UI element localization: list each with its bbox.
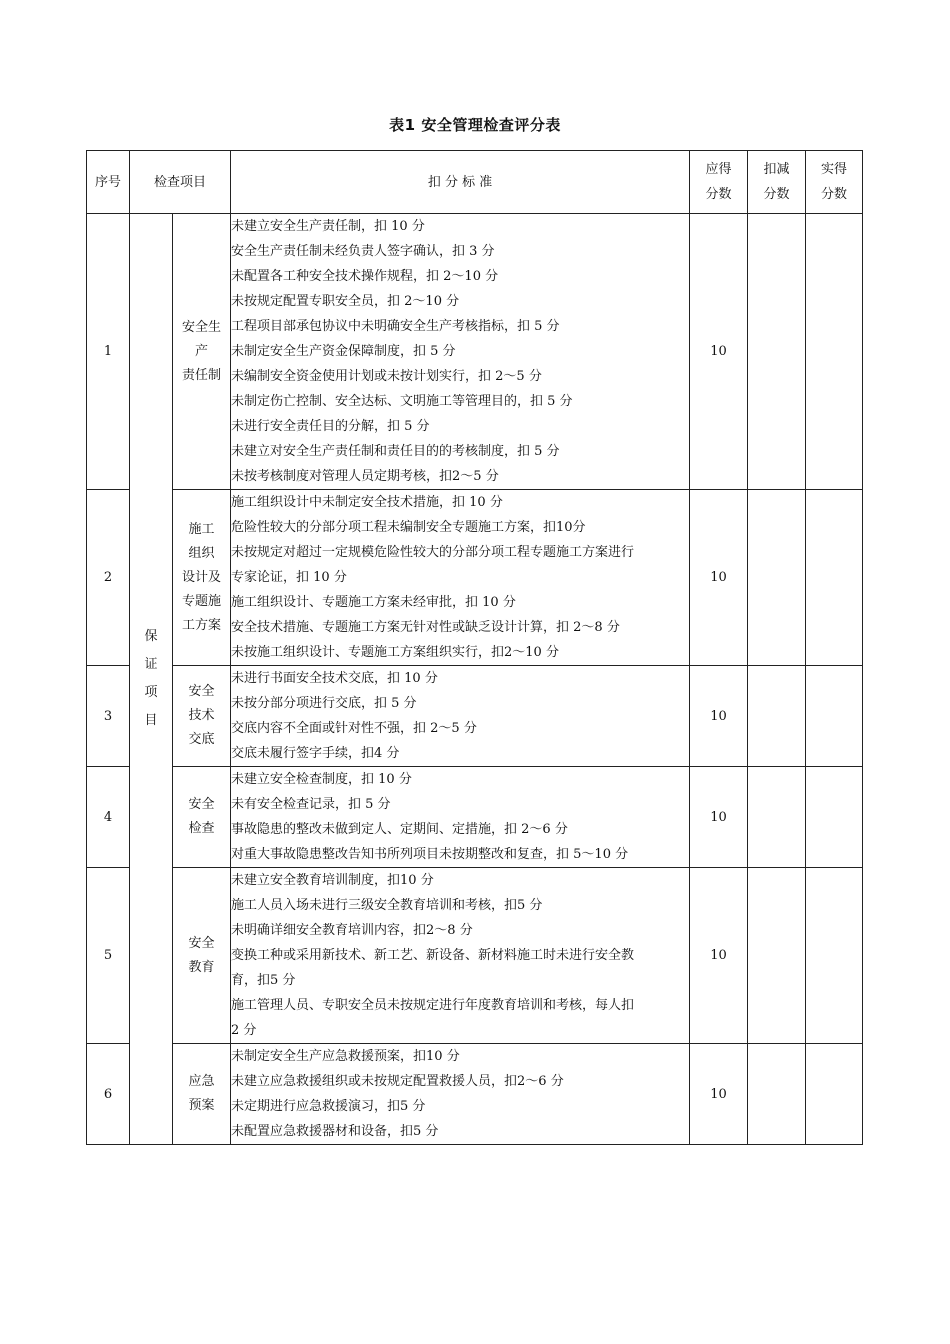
row-criteria: [231, 666, 690, 767]
row-criteria: [231, 490, 690, 666]
row-should-score: 10: [690, 490, 748, 666]
criteria-line: 未配置应急救援器材和设备，扣5 分: [231, 1124, 439, 1139]
item-line: 设计及: [182, 569, 222, 585]
item-line: 工方案: [182, 617, 222, 633]
criteria-line: 交底未履行签字手续，扣4 分: [231, 746, 400, 761]
criteria-line: 危险性较大的分部分项工程未编制安全专题施工方案，扣10分: [231, 520, 586, 535]
item-line: 安全生: [182, 319, 222, 335]
row-actual-score[interactable]: [806, 868, 863, 1044]
header-deduct-line2: 分数: [763, 187, 790, 202]
item-line: 产: [195, 343, 209, 359]
item-line: 检查: [188, 821, 215, 836]
criteria-line: 交底内容不全面或针对性不强，扣 2～5 分: [231, 721, 477, 736]
criteria-line: 未建立安全教育培训制度，扣10 分: [231, 873, 434, 888]
row-should-score: 10: [690, 214, 748, 490]
row-actual-score[interactable]: [806, 214, 863, 490]
row-seq: 5: [87, 868, 130, 1044]
criteria-line: 对重大事故隐患整改告知书所列项目未按期整改和复查，扣 5～10 分: [231, 847, 629, 862]
row-seq: 2: [87, 490, 130, 666]
category-cell: [130, 214, 173, 1145]
table-row: [87, 214, 863, 490]
criteria-line: 未建立对安全生产责任制和责任目的的考核制度，扣 5 分: [231, 444, 560, 459]
item-line: 安全: [188, 797, 215, 812]
table-row: [87, 1044, 863, 1145]
criteria-line: 未建立安全检查制度，扣 10 分: [231, 772, 412, 787]
row-seq: 6: [87, 1044, 130, 1145]
criteria-line: 未有安全检查记录，扣 5 分: [231, 797, 391, 812]
header-seq: 序号: [87, 151, 130, 214]
table-row: [87, 666, 863, 767]
row-item: [173, 666, 231, 767]
row-seq: 3: [87, 666, 130, 767]
category-char: 证: [144, 657, 158, 672]
row-should-score: 10: [690, 666, 748, 767]
row-item: [173, 490, 231, 666]
criteria-line: 未制定安全生产资金保障制度，扣 5 分: [231, 344, 456, 359]
row-should-score: 10: [690, 868, 748, 1044]
item-line: 安全: [188, 684, 215, 699]
criteria-line: 2 分: [231, 1023, 257, 1038]
row-item: [173, 1044, 231, 1145]
header-should-score: [690, 151, 748, 214]
row-criteria: [231, 868, 690, 1044]
header-actual-score: [806, 151, 863, 214]
criteria-line: 未制定伤亡控制、安全达标、文明施工等管理目的，扣 5 分: [231, 394, 573, 409]
header-deduct-line1: 扣减: [763, 162, 790, 177]
criteria-line: 未定期进行应急救援演习，扣5 分: [231, 1099, 426, 1114]
criteria-line: 未按规定对超过一定规模危险性较大的分部分项工程专题施工方案进行: [231, 545, 635, 560]
criteria-line: 施工管理人员、专职安全员未按规定进行年度教育培训和考核，每人扣: [231, 998, 635, 1013]
criteria-line: 未进行书面安全技术交底，扣 10 分: [231, 671, 438, 686]
item-line: 责任制: [182, 367, 222, 383]
criteria-line: 未明确详细安全教育培训内容，扣2～8 分: [231, 923, 473, 938]
criteria-line: 事故隐患的整改未做到定人、定期间、定措施，扣 2～6 分: [231, 822, 568, 837]
row-deduct-score[interactable]: [748, 490, 806, 666]
header-should-line1: 应得: [705, 162, 732, 177]
item-line: 应急: [188, 1074, 215, 1089]
criteria-line: 未按规定配置专职安全员，扣 2～10 分: [231, 294, 460, 309]
criteria-line: 未按施工组织设计、专题施工方案组织实行，扣2～10 分: [231, 645, 559, 660]
criteria-line: 未编制安全资金使用计划或未按计划实行，扣 2～5 分: [231, 369, 542, 384]
safety-inspection-table: [86, 150, 863, 1145]
row-actual-score[interactable]: [806, 1044, 863, 1145]
header-actual-line1: 实得: [821, 162, 848, 177]
row-criteria: [231, 214, 690, 490]
criteria-line: 安全技术措施、专题施工方案无针对性或缺乏设计计算，扣 2～8 分: [231, 620, 620, 635]
row-seq: 4: [87, 767, 130, 868]
item-line: 安全: [188, 935, 215, 951]
row-should-score: 10: [690, 767, 748, 868]
item-line: 教育: [188, 959, 215, 975]
item-line: 组织: [188, 545, 215, 561]
header-row: [87, 151, 863, 214]
category-char: 目: [144, 713, 158, 728]
item-line: 技术: [188, 708, 215, 723]
header-actual-line2: 分数: [821, 187, 848, 202]
criteria-line: 未建立应急救援组织或未按规定配置救援人员，扣2～6 分: [231, 1074, 564, 1089]
criteria-line: 育，扣5 分: [231, 973, 296, 988]
criteria-line: 未按考核制度对管理人员定期考核，扣2～5 分: [231, 469, 499, 484]
category-char: 保: [144, 629, 158, 644]
row-seq: 1: [87, 214, 130, 490]
item-line: 专题施: [182, 593, 222, 609]
row-deduct-score[interactable]: [748, 666, 806, 767]
criteria-line: 施工人员入场未进行三级安全教育培训和考核，扣5 分: [231, 898, 543, 913]
criteria-line: 未制定安全生产应急救援预案，扣10 分: [231, 1049, 460, 1064]
item-line: 预案: [188, 1098, 215, 1113]
row-actual-score[interactable]: [806, 490, 863, 666]
criteria-line: 工程项目部承包协议中未明确安全生产考核指标，扣 5 分: [231, 319, 560, 334]
criteria-line: 未建立安全生产责任制，扣 10 分: [231, 219, 425, 234]
row-actual-score[interactable]: [806, 666, 863, 767]
row-actual-score[interactable]: [806, 767, 863, 868]
criteria-line: 安全生产责任制未经负责人签字确认，扣 3 分: [231, 244, 495, 259]
row-deduct-score[interactable]: [748, 214, 806, 490]
item-line: 施工: [188, 521, 215, 537]
row-deduct-score[interactable]: [748, 767, 806, 868]
criteria-line: 施工组织设计、专题施工方案未经审批，扣 10 分: [231, 595, 516, 610]
row-item: [173, 767, 231, 868]
table-row: [87, 868, 863, 1044]
criteria-line: 未配置各工种安全技术操作规程，扣 2～10 分: [231, 269, 499, 284]
criteria-line: 未进行安全责任目的分解，扣 5 分: [231, 419, 430, 434]
criteria-line: 变换工种或采用新技术、新工艺、新设备、新材料施工时未进行安全教: [231, 948, 635, 963]
row-criteria: [231, 767, 690, 868]
table-row: [87, 490, 863, 666]
header-criteria: 扣 分 标 准: [231, 151, 690, 214]
criteria-line: 未按分部分项进行交底，扣 5 分: [231, 696, 417, 711]
row-deduct-score[interactable]: [748, 1044, 806, 1145]
row-should-score: 10: [690, 1044, 748, 1145]
header-deduct-score: [748, 151, 806, 214]
item-line: 交底: [188, 732, 215, 747]
table-title: 表1 安全管理检查评分表: [389, 116, 561, 134]
row-criteria: [231, 1044, 690, 1145]
category-char: 项: [144, 685, 158, 700]
criteria-line: 施工组织设计中未制定安全技术措施，扣 10 分: [231, 495, 503, 510]
header-item: 检查项目: [130, 151, 231, 214]
row-deduct-score[interactable]: [748, 868, 806, 1044]
header-should-line2: 分数: [705, 187, 732, 202]
row-item: [173, 214, 231, 490]
table-row: [87, 767, 863, 868]
criteria-line: 专家论证，扣 10 分: [231, 570, 347, 585]
row-item: [173, 868, 231, 1044]
